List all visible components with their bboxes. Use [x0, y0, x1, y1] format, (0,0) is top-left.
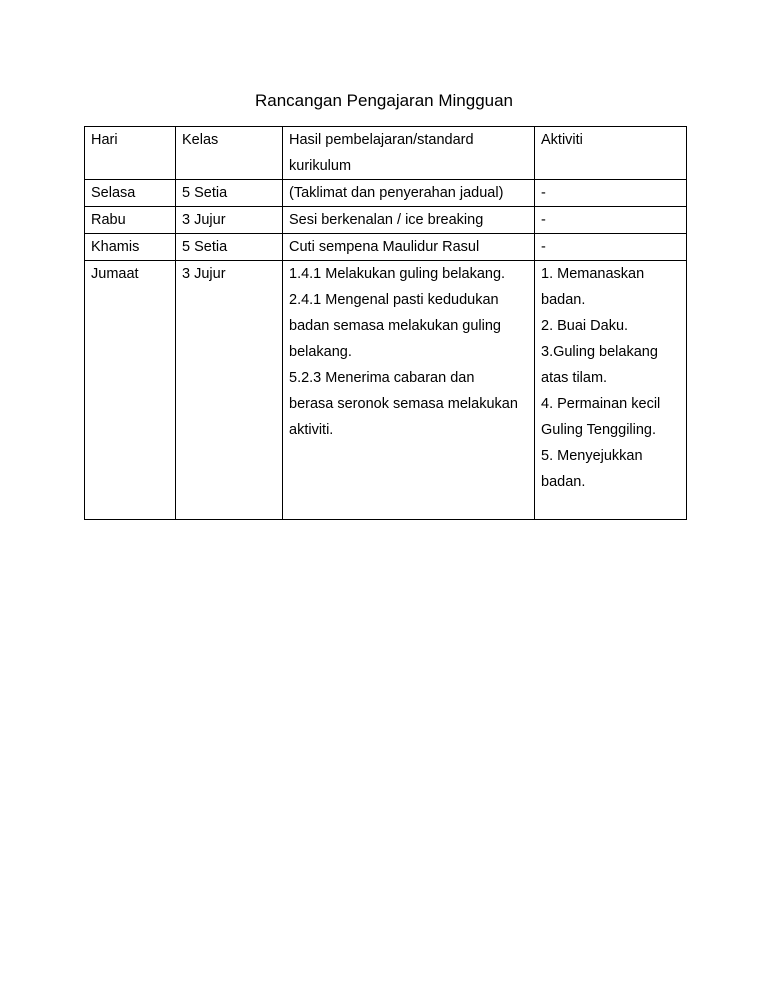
header-hasil-line: Hasil pembelajaran/standard [289, 132, 474, 148]
table-row [85, 207, 687, 234]
aktiviti-line: badan. [541, 474, 586, 490]
cell-aktiviti: - [535, 180, 687, 207]
hasil-line: aktiviti. [289, 422, 334, 438]
aktiviti-line: 3.Guling belakang [541, 344, 658, 360]
cell-hari: Selasa [85, 180, 176, 207]
hasil-line: 2.4.1 Mengenal pasti kedudukan [289, 292, 499, 308]
header-kelas: Kelas [176, 127, 283, 180]
aktiviti-line: 5. Menyejukkan [541, 448, 643, 464]
aktiviti-line: atas tilam. [541, 370, 608, 386]
cell-hari: Khamis [85, 234, 176, 261]
cell-kelas: 3 Jujur [176, 261, 283, 520]
header-hasil-line: kurikulum [289, 158, 352, 174]
cell-aktiviti [535, 261, 687, 520]
cell-kelas: 5 Setia [176, 234, 283, 261]
hasil-line: berasa seronok semasa melakukan [289, 396, 518, 412]
header-aktiviti: Aktiviti [535, 127, 687, 180]
hasil-line: belakang. [289, 344, 352, 360]
aktiviti-line: 1. Memanaskan [541, 266, 645, 282]
cell-hasil: (Taklimat dan penyerahan jadual) [283, 180, 535, 207]
cell-hari: Rabu [85, 207, 176, 234]
aktiviti-line: badan. [541, 292, 586, 308]
hasil-line: 5.2.3 Menerima cabaran dan [289, 370, 475, 386]
table-header-row [85, 127, 687, 180]
table-row [85, 261, 687, 520]
cell-aktiviti: - [535, 234, 687, 261]
header-hari: Hari [85, 127, 176, 180]
aktiviti-line: 2. Buai Daku. [541, 318, 629, 334]
aktiviti-line: 4. Permainan kecil [541, 396, 661, 412]
cell-aktiviti: - [535, 207, 687, 234]
hasil-line: badan semasa melakukan guling [289, 318, 501, 334]
cell-kelas: 3 Jujur [176, 207, 283, 234]
cell-hari: Jumaat [85, 261, 176, 520]
table-row [85, 234, 687, 261]
table-row [85, 180, 687, 207]
cell-hasil: Sesi berkenalan / ice breaking [283, 207, 535, 234]
cell-hasil: Cuti sempena Maulidur Rasul [283, 234, 535, 261]
cell-kelas: 5 Setia [176, 180, 283, 207]
document-title: Rancangan Pengajaran Mingguan [254, 91, 514, 110]
cell-hasil [283, 261, 535, 520]
weekly-plan-table [84, 126, 687, 520]
aktiviti-line: Guling Tenggiling. [541, 422, 657, 438]
header-hasil-pembelajaran [283, 127, 535, 180]
hasil-line: 1.4.1 Melakukan guling belakang. [289, 266, 506, 282]
